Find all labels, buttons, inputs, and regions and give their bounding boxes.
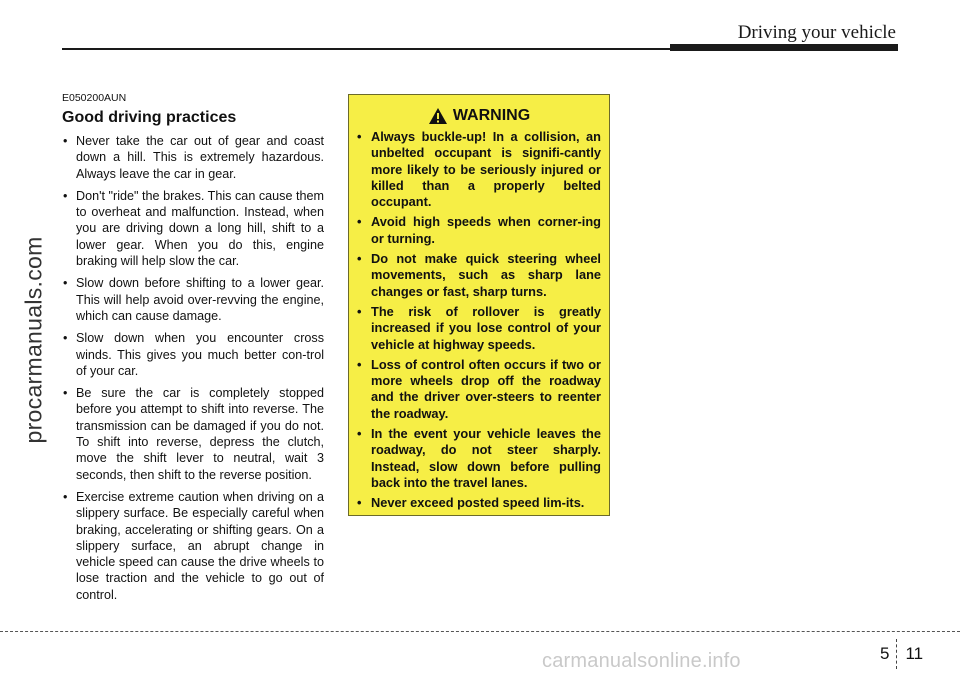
list-item-text: Be sure the car is completely stopped before you attempt to shift into reverse. The transmission can be damaged if you do not. To shift into reverse, depress the clutch, move the shift lever to neutral, wait 3 seconds, then shift to the reverse position.	[76, 386, 324, 482]
list-item-text: Never take the car out of gear and coast down a hill. This is extremely hazardous. Always leave the car in gear.	[76, 134, 324, 181]
list-item-text: Never exceed posted speed lim-its.	[371, 495, 585, 511]
list-item-text: In the event your vehicle leaves the roadway, do not steer sharply. Instead, slow down before pulling back into the travel lanes.	[371, 426, 601, 490]
list-item-text: Slow down before shifting to a lower gear. This will help avoid over-revving the engine, which can cause damage.	[76, 276, 324, 323]
list-item-text: Don't "ride" the brakes. This can cause them to overheat and malfunction. Instead, when you are driving down a long hill, shift to a lower gear. When you do this, engine braking will help slow the car.	[76, 188, 324, 269]
list-item-text: The risk of rollover is greatly increased if you lose control of your vehicle at highway speeds.	[371, 303, 601, 352]
warning-header	[357, 107, 601, 125]
list-item: • In the event your vehicle leaves the roadway, do not steer sharply. Instead, slow down before pulling back into the travel lanes.	[357, 426, 601, 490]
warning-triangle-icon	[428, 107, 448, 125]
page-number	[880, 639, 923, 669]
list-item: • Never exceed posted speed lim-its.	[357, 495, 585, 511]
list-item: • Don't "ride" the brakes. This can cause them to overheat and malfunction. Instead, when you are driving down a long hill, shift to a lower gear. When you do this, engine braking will help slow the car.	[63, 188, 324, 269]
section-heading: Good driving practices	[62, 109, 237, 126]
list-item: • Exercise extreme caution when driving on a slippery surface. Be especially careful when braking, accelerating or shifting gears. On a slippery surface, an abrupt change in vehicle speed can cause the drive wheels to lose traction and the vehicle to go out of control.	[63, 489, 324, 602]
header-rule-accent	[670, 44, 898, 51]
left-column	[62, 92, 324, 609]
side-watermark: procarmanuals.com	[20, 236, 47, 444]
list-item-text: Loss of control often occurs if two or more wheels drop off the roadway and the driver over-steers to reenter the roadway.	[371, 356, 601, 421]
list-item: • Slow down when you encounter cross winds. This gives you much better con-trol of your car.	[63, 331, 324, 378]
list-item-text: Always buckle-up! In a collision, an unbelted occupant is signifi-cantly more likely to be seriously injured or killed than a properly belted occupant.	[371, 129, 601, 210]
list-item: • The risk of rollover is greatly increased if you lose control of your vehicle at highway speeds.	[357, 303, 601, 352]
warning-box	[348, 94, 610, 516]
page-number-divider	[896, 639, 898, 669]
warning-list	[357, 129, 601, 512]
list-item: • Always buckle-up! In a collision, an unbelted occupant is signifi-cantly more likely to be seriously injured or killed than a properly belted occupant.	[357, 129, 601, 210]
section-code: E050200AUN	[62, 92, 127, 104]
warning-title: WARNING	[452, 107, 531, 124]
practices-list	[62, 133, 324, 603]
list-item: • Slow down before shifting to a lower gear. This will help avoid over-revving the engine, which can cause damage.	[63, 276, 324, 323]
list-item-text: Slow down when you encounter cross winds. This gives you much better con-trol of your car.	[76, 331, 324, 378]
list-item: • Avoid high speeds when corner-ing or turning.	[357, 214, 601, 246]
list-item-text: Avoid high speeds when corner-ing or turning.	[371, 214, 601, 246]
list-item-text: Exercise extreme caution when driving on a slippery surface. Be especially careful when braking, accelerating or shifting gears. On a slippery surface, an abrupt change in vehicle speed can cause the drive wheels to lose traction and the vehicle to go out of control.	[76, 489, 324, 602]
list-item: • Do not make quick steering wheel movements, such as sharp lane changes or fast, sharp turns.	[357, 251, 601, 299]
list-item: • Loss of control often occurs if two or more wheels drop off the roadway and the driver over-steers to reenter the roadway.	[357, 356, 601, 421]
page-header-title: Driving your vehicle	[737, 22, 896, 43]
footer-watermark: carmanualsonline.info	[542, 650, 741, 672]
list-item: • Never take the car out of gear and coast down a hill. This is extremely hazardous. Always leave the car in gear.	[63, 134, 324, 181]
list-item-text: Do not make quick steering wheel movements, such as sharp lane changes or fast, sharp turns.	[371, 251, 601, 299]
list-item: • Be sure the car is completely stopped before you attempt to shift into reverse. The transmission can be damaged if you do not. To shift into reverse, depress the clutch, move the shift lever to neutral, wait 3 seconds, then shift to the reverse position.	[63, 386, 324, 482]
chapter-number: 5	[880, 644, 890, 663]
page-number-value: 11	[905, 644, 924, 663]
footer-rule	[0, 631, 960, 632]
header-rule	[62, 48, 674, 50]
